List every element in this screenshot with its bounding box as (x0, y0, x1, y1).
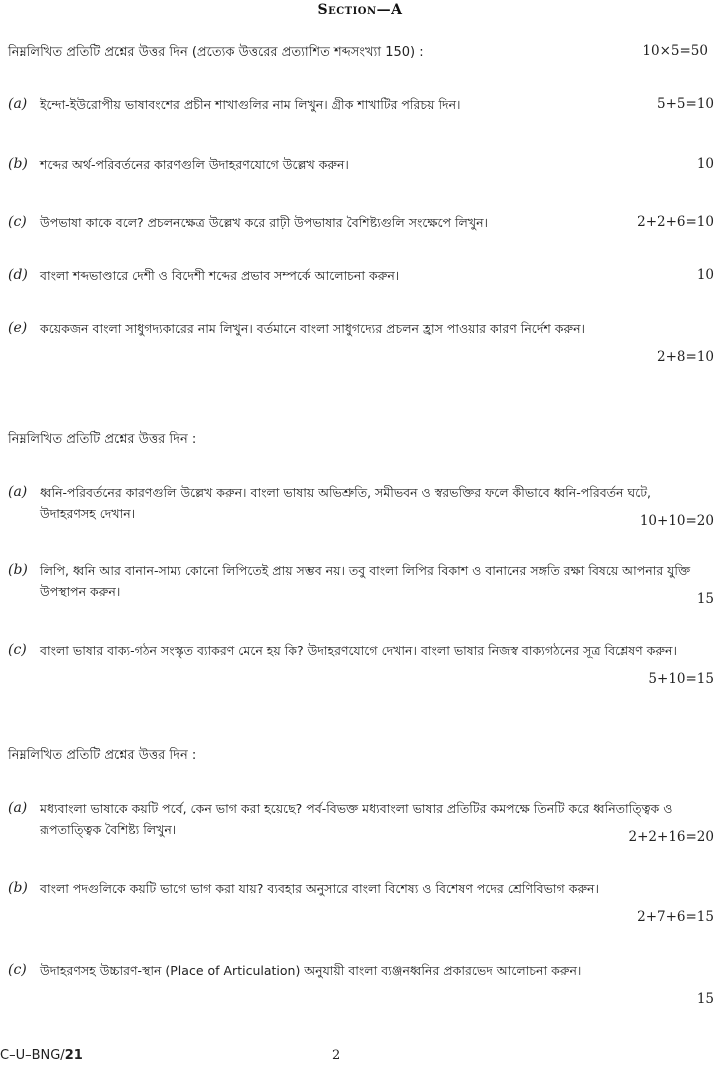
question-label: (a) (8, 484, 28, 500)
instruction-2 (8, 430, 708, 451)
instruction-text: নিম্নলিখিত প্রতিটি প্রশ্নের উত্তর দিন : (8, 748, 197, 763)
question-text: মধ্যবাংলা ভাষাকে কয়টি পর্বে, কেন ভাগ করা হয়েছে? পর্ব-বিভক্ত মধ্যবাংলা ভাষার প্রতিটির কমপক্ষে তিনটি করে ধ্বনিতাত্ত্বিক ও রূপতাত্ত্বিক বৈশিষ্ট্য লিখুন। (40, 801, 673, 837)
question-text: কয়েকজন বাংলা সাধুগদ্যকারের নাম লিখুন। বর্তমানে বাংলা সাধুগদ্যের প্রচলন হ্রাস পাওয়ার কারণ নির্দেশ করুন। (40, 321, 586, 336)
instruction-text: নিম্নলিখিত প্রতিটি প্রশ্নের উত্তর দিন : (8, 432, 197, 447)
section-title: Section—A (317, 2, 403, 18)
question-marks: 5+5=10 (657, 96, 714, 112)
question-marks: 10 (696, 156, 714, 172)
paper-code-prefix: C–U–BNG/ (0, 1048, 65, 1063)
question-label: (b) (8, 156, 28, 172)
question-marks: 2+2+6=10 (637, 214, 714, 230)
question-text: বাংলা পদগুলিকে কয়টি ভাগে ভাগ করা যায়? ব্যবহার অনুসারে বাংলা বিশেষ্য ও বিশেষণ পদের শ্রেণিবিভাগ করুন। (40, 881, 599, 896)
total-marks: 10×5=50 (642, 43, 708, 59)
question-marks: 15 (696, 591, 714, 607)
question-1b (8, 154, 714, 175)
question-marks: 2+7+6=15 (637, 909, 714, 925)
question-text: ধ্বনি-পরিবর্তনের কারণগুলি উল্লেখ করুন। বাংলা ভাষায় অভিশ্রুতি, সমীভবন ও স্বরভক্তির ফলে কীভাবে ধ্বনি-পরিবর্তন ঘটে, উদাহরণসহ দেখান। (40, 485, 652, 521)
question-text: বাংলা ভাষার বাক্য-গঠন সংস্কৃত ব্যাকরণ মেনে হয় কি? উদাহরণযোগে দেখান। বাংলা ভাষার নিজস্ব বাক্যগঠনের সূত্র বিশ্লেষণ করুন। (40, 643, 677, 658)
question-text: শব্দের অর্থ-পরিবর্তনের কারণগুলি উদাহরণযোগে উল্লেখ করুন। (40, 157, 349, 172)
question-3a (8, 798, 714, 846)
paper-code (0, 1048, 83, 1063)
instruction-3 (8, 746, 708, 767)
question-marks: 10+10=20 (639, 513, 714, 529)
question-1d (8, 265, 714, 286)
question-2b (8, 560, 714, 608)
question-label: (c) (8, 214, 27, 230)
question-text: বাংলা শব্দভাণ্ডারে দেশী ও বিদেশী শব্দের প্রভাব সম্পর্কে আলোচনা করুন। (40, 268, 400, 283)
question-marks: 15 (696, 991, 714, 1007)
paper-code-number: 21 (64, 1048, 83, 1063)
question-label: (e) (8, 320, 28, 336)
question-label: (c) (8, 962, 27, 978)
question-3c (8, 960, 714, 1008)
question-text: উদাহরণসহ উচ্চারণ-স্থান (Place of Articulation) অনুযায়ী বাংলা ব্যঞ্জনধ্বনির প্রকারভেদ আলোচনা করুন। (40, 963, 582, 978)
instruction-text: নিম্নলিখিত প্রতিটি প্রশ্নের উত্তর দিন (প্রত্যেক উত্তরের প্রত্যাশিত শব্দসংখ্যা 150) : (8, 45, 424, 60)
question-1e (8, 318, 714, 366)
question-text: ইন্দো-ইউরোপীয় ভাষাবংশের প্রচীন শাখাগুলির নাম লিখুন। গ্রীক শাখাটির পরিচয় দিন। (40, 97, 461, 112)
question-text: উপভাষা কাকে বলে? প্রচলনক্ষেত্র উল্লেখ করে রাঢ়ী উপভাষার বৈশিষ্ট্যগুলি সংক্ষেপে লিখুন। (40, 215, 489, 230)
question-label: (b) (8, 880, 28, 896)
instruction-1 (8, 43, 708, 64)
question-2c (8, 640, 714, 688)
question-label: (d) (8, 267, 28, 283)
question-1c (8, 212, 714, 233)
question-3b (8, 878, 714, 926)
question-label: (c) (8, 642, 27, 658)
question-label: (a) (8, 800, 28, 816)
question-marks: 5+10=15 (648, 671, 714, 687)
question-marks: 10 (696, 267, 714, 283)
question-label: (a) (8, 96, 28, 112)
question-1a (8, 94, 714, 115)
question-marks: 2+8=10 (657, 349, 714, 365)
question-text: লিপি, ধ্বনি আর বানান-সাম্য কোনো লিপিতেই প্রায় সম্ভব নয়। তবু বাংলা লিপির বিকাশ ও বানানের সঙ্গতি রক্ষা বিষয়ে আপনার যুক্তি উপস্থাপন করুন। (40, 563, 691, 599)
question-marks: 2+2+16=20 (628, 829, 714, 845)
question-label: (b) (8, 562, 28, 578)
page-number: 2 (332, 1048, 341, 1063)
question-2a (8, 482, 714, 530)
